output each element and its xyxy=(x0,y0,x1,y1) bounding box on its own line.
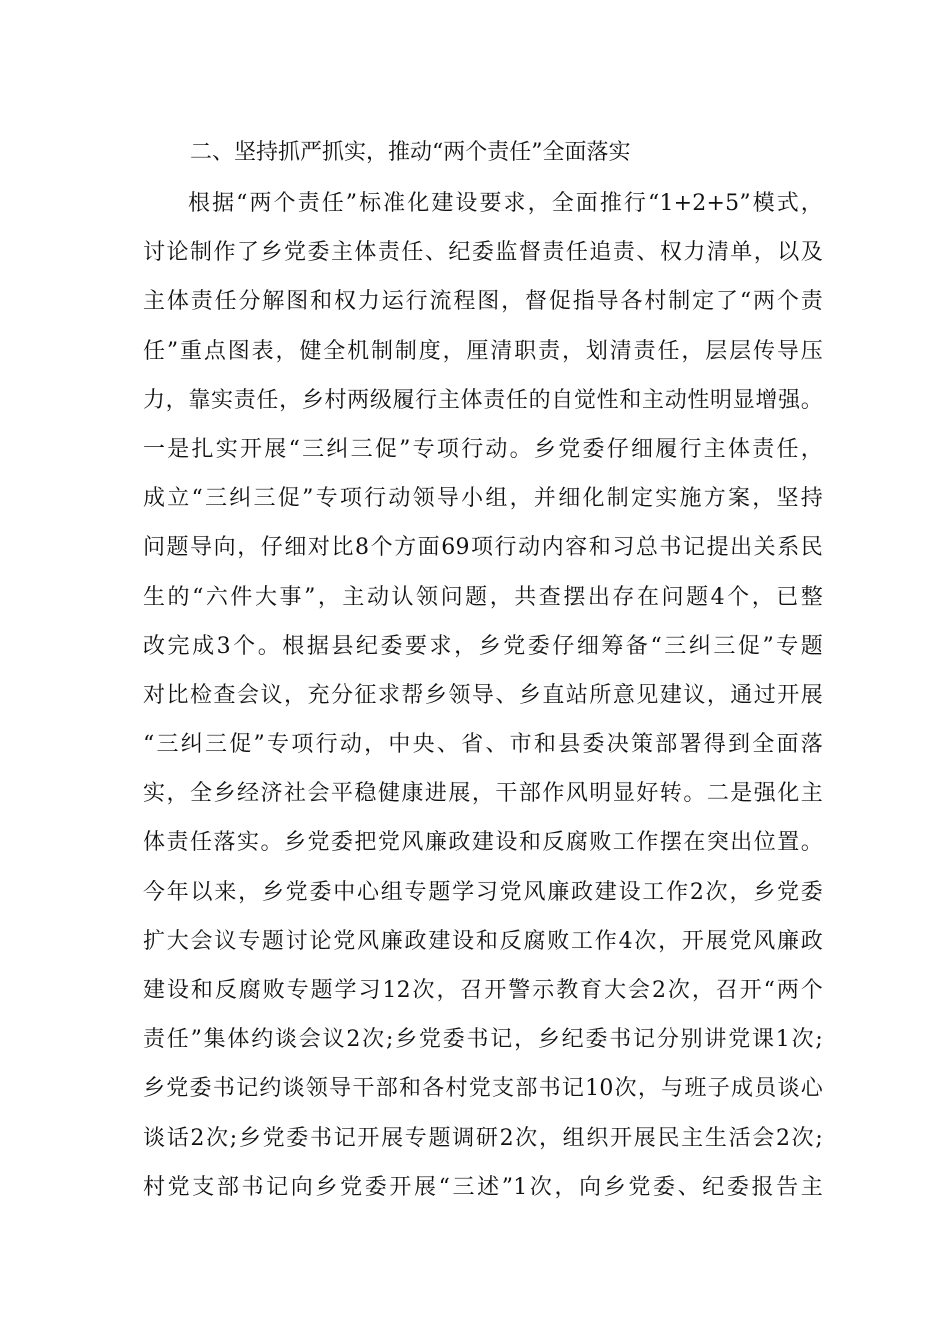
text-line: 乡党委书记约谈领导干部和各村党支部书记10次，与班子成员谈心 xyxy=(143,1076,823,1102)
text-line: 今年以来，乡党委中心组专题学习党风廉政建设工作2次，乡党委 xyxy=(143,879,823,905)
text-line: 对比检查会议，充分征求帮乡领导、乡直站所意见建议，通过开展 xyxy=(143,682,823,708)
text-line: 生的“六件大事”，主动认领问题，共查摆出存在问题4个，已整 xyxy=(143,584,823,610)
text-line: 体责任落实。乡党委把党风廉政建设和反腐败工作摆在突出位置。 xyxy=(143,830,823,856)
text-line: 主体责任分解图和权力运行流程图，督促指导各村制定了“两个责 xyxy=(143,289,823,315)
text-line: 实，全乡经济社会平稳健康进展，干部作风明显好转。二是强化主 xyxy=(143,781,823,807)
text-line: 问题导向，仔细对比8个方面69项行动内容和习总书记提出关系民 xyxy=(143,535,823,561)
text-line: 谈话2次;乡党委书记开展专题调研2次，组织开展民主生活会2次; xyxy=(143,1125,823,1151)
text-line: “三纠三促”专项行动，中央、省、市和县委决策部署得到全面落 xyxy=(143,732,823,758)
text-line: 讨论制作了乡党委主体责任、纪委监督责任追责、权力清单，以及 xyxy=(143,240,823,266)
text-line: 改完成3个。根据县纪委要求，乡党委仔细筹备“三纠三促”专题 xyxy=(143,633,823,659)
text-line: 责任”集体约谈会议2次;乡党委书记，乡纪委书记分别讲党课1次; xyxy=(143,1027,823,1053)
text-line: 任”重点图表，健全机制制度，厘清职责，划清责任，层层传导压 xyxy=(143,338,823,364)
section-heading: 二、坚持抓严抓实，推动“两个责任”全面落实 xyxy=(190,140,631,165)
text-line: 根据“两个责任”标准化建设要求，全面推行“1+2+5”模式， xyxy=(188,191,823,216)
text-line: 村党支部书记向乡党委开展“三述”1次，向乡党委、纪委报告主 xyxy=(143,1174,823,1200)
text-line: 建设和反腐败专题学习12次，召开警示教育大会2次，召开“两个 xyxy=(143,978,823,1003)
text-line: 扩大会议专题讨论党风廉政建设和反腐败工作4次，开展党风廉政 xyxy=(143,928,823,954)
body-text xyxy=(143,186,823,1219)
text-line: 一是扎实开展“三纠三促”专项行动。乡党委仔细履行主体责任， xyxy=(143,436,823,462)
text-line: 成立“三纠三促”专项行动领导小组，并细化制定实施方案，坚持 xyxy=(143,486,823,512)
text-line: 力，靠实责任，乡村两级履行主体责任的自觉性和主动性明显增强。 xyxy=(143,387,823,413)
